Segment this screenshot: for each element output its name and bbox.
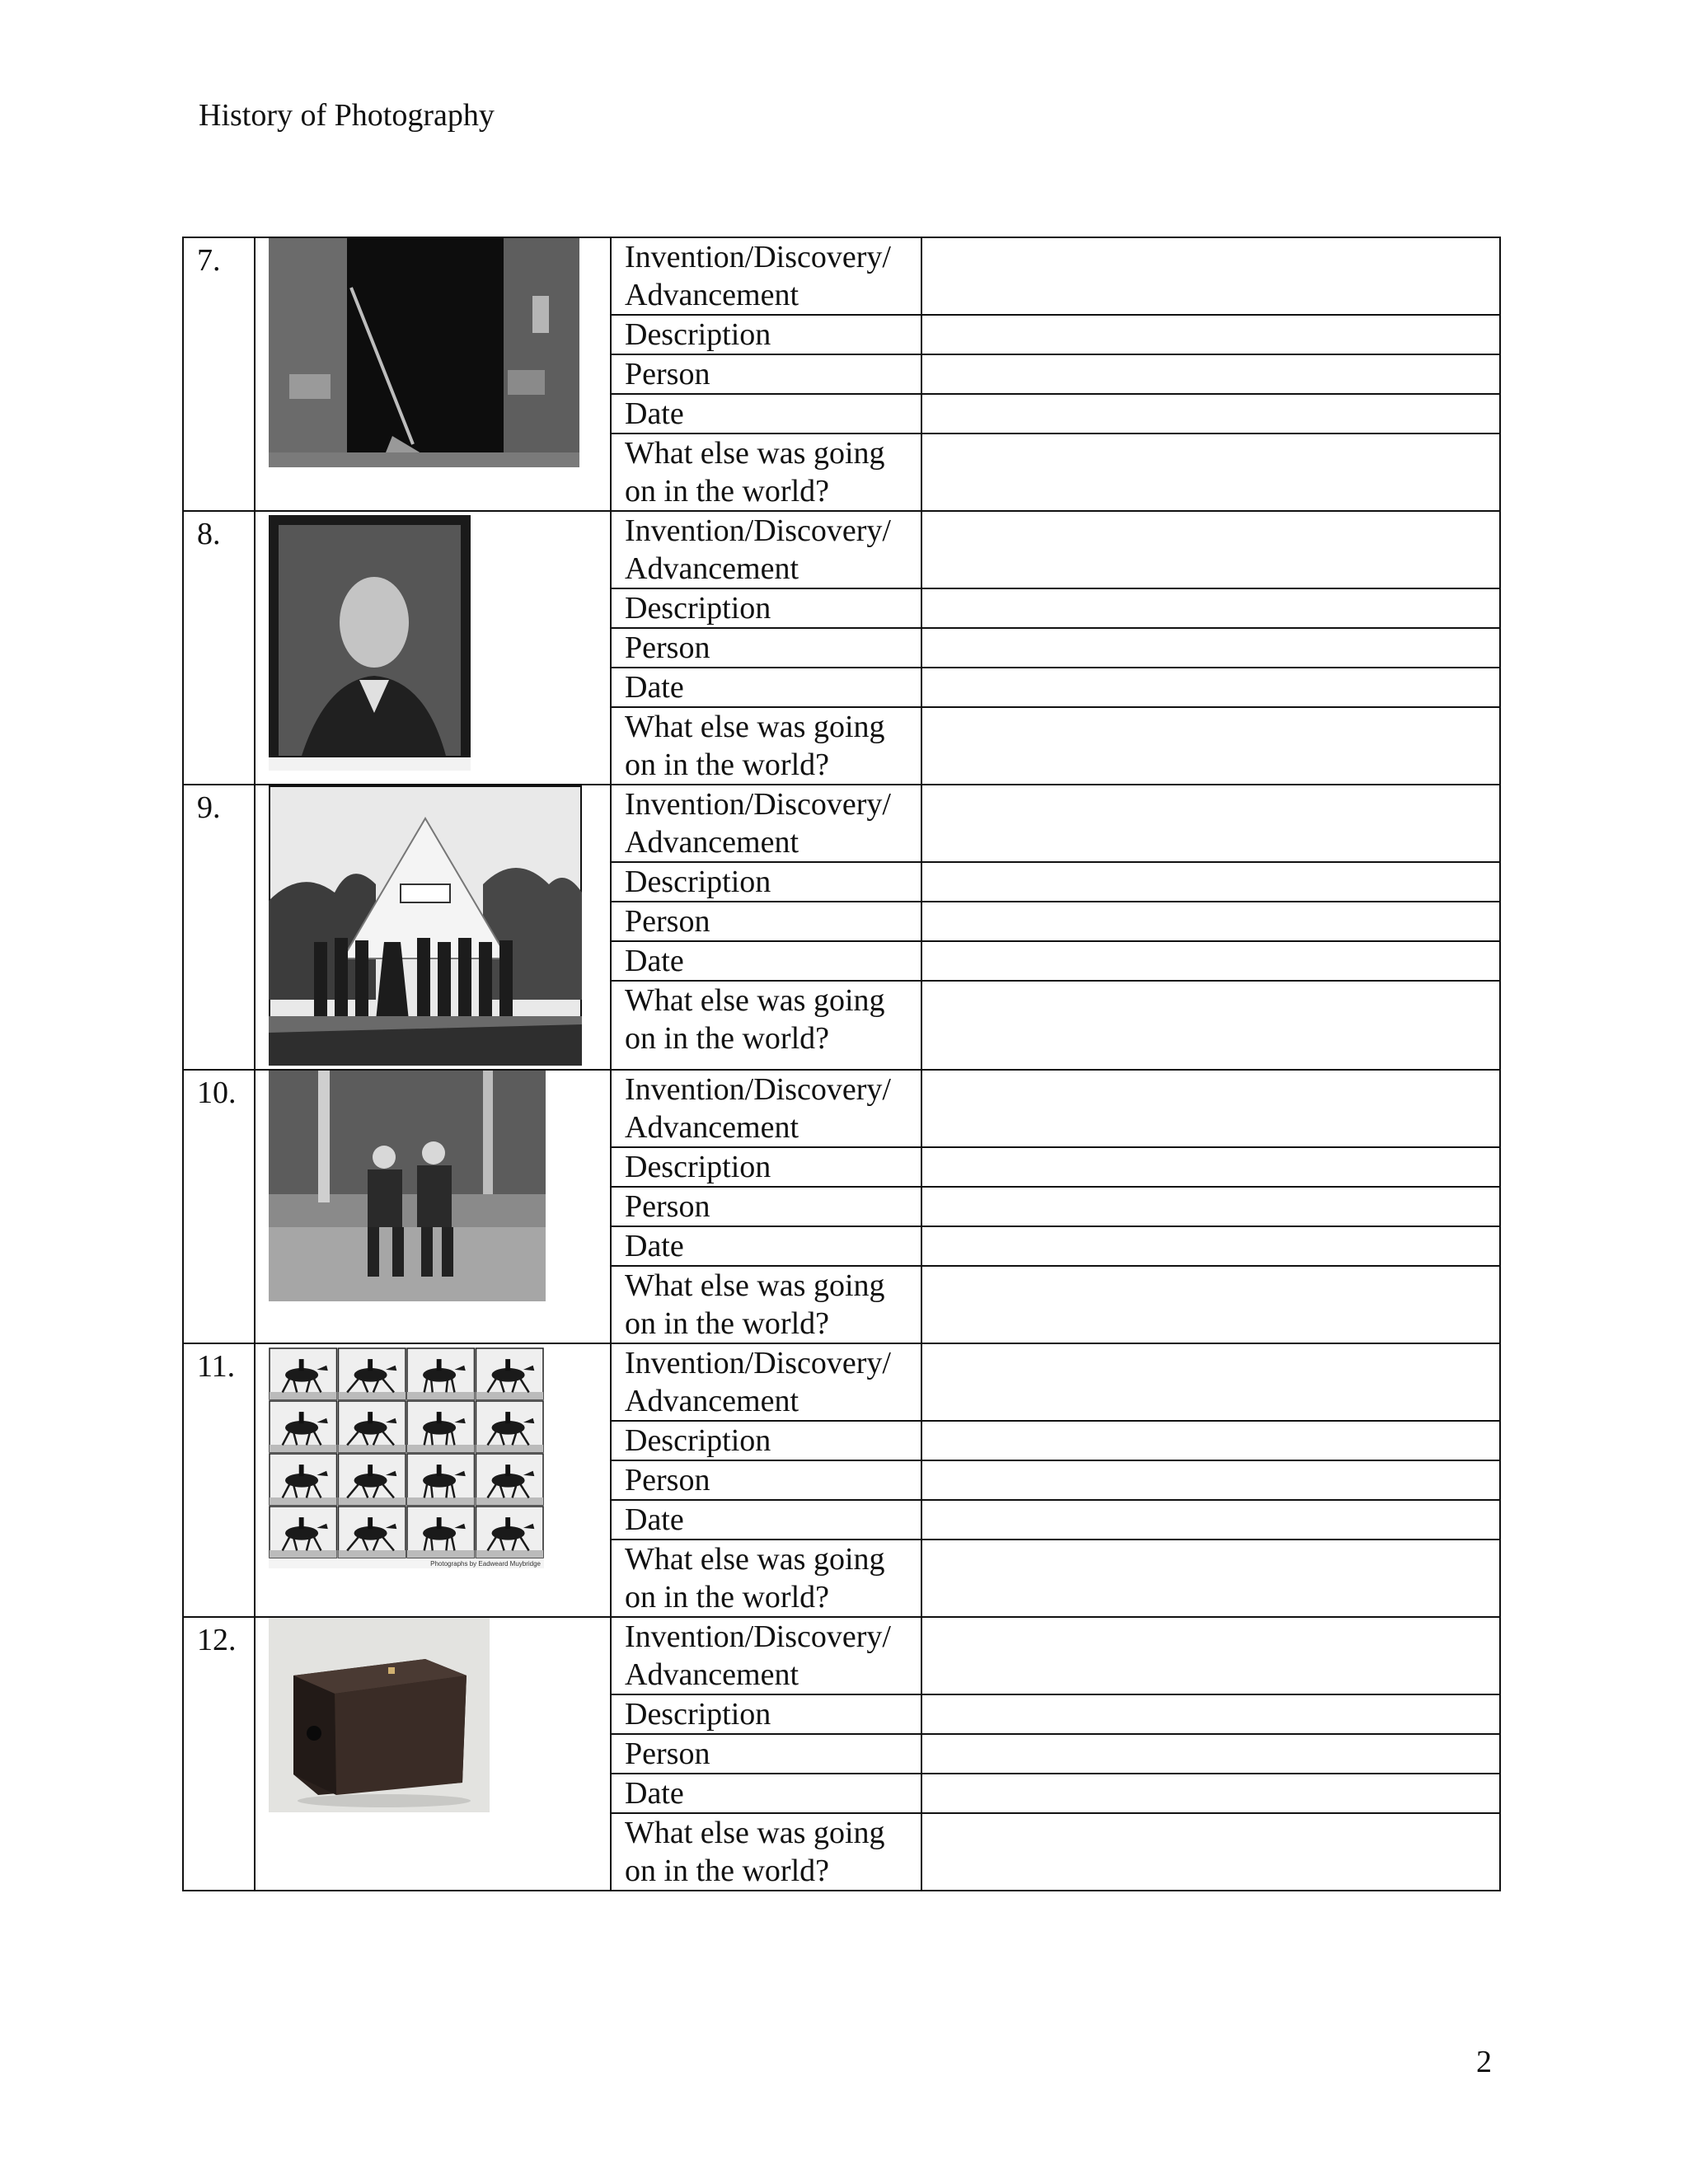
answer-cell[interactable] (921, 1421, 1500, 1460)
answer-cell[interactable] (921, 1540, 1500, 1617)
civil-war-tent-group-photograph (269, 785, 582, 1066)
horse-frame (339, 1507, 406, 1558)
horse-frame (407, 1401, 475, 1452)
row-label: Person (611, 628, 921, 668)
two-soldiers-photograph (269, 1071, 546, 1301)
row-label: Date (611, 394, 921, 434)
answer-cell[interactable] (921, 434, 1500, 511)
row-label: What else was going on in the world? (611, 707, 921, 785)
answer-cell[interactable] (921, 237, 1500, 315)
row-label: What else was going on in the world? (611, 981, 921, 1070)
row-label: Person (611, 354, 921, 394)
horse-frame (339, 1454, 406, 1505)
answer-cell[interactable] (921, 1813, 1500, 1891)
row-label: Person (611, 1187, 921, 1226)
horse-frame (339, 1401, 406, 1452)
entry-image-cell (255, 511, 611, 785)
horse-frame (270, 1454, 337, 1505)
table-row (183, 1617, 1500, 1694)
answer-cell[interactable] (921, 668, 1500, 707)
horse-frame (407, 1507, 475, 1558)
row-label: Invention/Discovery/ Advancement (611, 511, 921, 588)
row-label: Description (611, 862, 921, 902)
photo-caption: Photographs by Eadweard Muybridge (430, 1560, 541, 1568)
entry-image-cell (255, 237, 611, 511)
answer-cell[interactable] (921, 1070, 1500, 1147)
row-label: Date (611, 668, 921, 707)
box-camera-photograph (269, 1618, 490, 1812)
answer-cell[interactable] (921, 1226, 1500, 1266)
row-label: What else was going on in the world? (611, 434, 921, 511)
row-label: What else was going on in the world? (611, 1540, 921, 1617)
row-label: Invention/Discovery/ Advancement (611, 1070, 921, 1147)
horse-frame (476, 1507, 544, 1558)
horse-frame (476, 1401, 544, 1452)
answer-cell[interactable] (921, 902, 1500, 941)
entry-image-cell (255, 785, 611, 1070)
doorway-photograph (269, 238, 579, 467)
answer-cell[interactable] (921, 588, 1500, 628)
document-header: History of Photography (199, 98, 495, 133)
horse-frame (407, 1454, 475, 1505)
row-label: Description (611, 1147, 921, 1187)
row-label: Description (611, 1421, 921, 1460)
answer-cell[interactable] (921, 941, 1500, 981)
entry-image-cell (255, 1617, 611, 1891)
row-label: Person (611, 902, 921, 941)
answer-cell[interactable] (921, 862, 1500, 902)
row-label: What else was going on in the world? (611, 1813, 921, 1891)
row-label: Date (611, 941, 921, 981)
answer-cell[interactable] (921, 1460, 1500, 1500)
answer-cell[interactable] (921, 1617, 1500, 1694)
row-label: Person (611, 1460, 921, 1500)
answer-cell[interactable] (921, 1694, 1500, 1734)
row-label: Invention/Discovery/ Advancement (611, 1343, 921, 1421)
table-row (183, 237, 1500, 315)
answer-cell[interactable] (921, 1734, 1500, 1774)
horse-frame (270, 1401, 337, 1452)
horse-frame (407, 1348, 475, 1399)
entry-number: 7. (183, 237, 255, 511)
horse-frame (270, 1348, 337, 1399)
answer-cell[interactable] (921, 1500, 1500, 1540)
answer-cell[interactable] (921, 511, 1500, 588)
answer-cell[interactable] (921, 1147, 1500, 1187)
row-label: What else was going on in the world? (611, 1266, 921, 1343)
answer-cell[interactable] (921, 354, 1500, 394)
table-row (183, 785, 1500, 862)
horse-frame (476, 1348, 544, 1399)
entry-number: 11. (183, 1343, 255, 1617)
row-label: Invention/Discovery/ Advancement (611, 237, 921, 315)
table-row (183, 1343, 1500, 1421)
entry-image-cell (255, 1070, 611, 1343)
row-label: Date (611, 1774, 921, 1813)
row-label: Invention/Discovery/ Advancement (611, 1617, 921, 1694)
entry-number: 9. (183, 785, 255, 1070)
answer-cell[interactable] (921, 1774, 1500, 1813)
row-label: Invention/Discovery/ Advancement (611, 785, 921, 862)
answer-cell[interactable] (921, 394, 1500, 434)
row-label: Description (611, 588, 921, 628)
entry-number: 10. (183, 1070, 255, 1343)
answer-cell[interactable] (921, 707, 1500, 785)
answer-cell[interactable] (921, 315, 1500, 354)
horse-frame (476, 1454, 544, 1505)
table-row (183, 1070, 1500, 1147)
entry-number: 12. (183, 1617, 255, 1891)
answer-cell[interactable] (921, 1266, 1500, 1343)
row-label: Description (611, 1694, 921, 1734)
horse-in-motion-sequence (269, 1347, 544, 1568)
row-label: Date (611, 1226, 921, 1266)
row-label: Description (611, 315, 921, 354)
answer-cell[interactable] (921, 1187, 1500, 1226)
row-label: Date (611, 1500, 921, 1540)
answer-cell[interactable] (921, 785, 1500, 862)
horse-frame (339, 1348, 406, 1399)
entry-number: 8. (183, 511, 255, 785)
answer-cell[interactable] (921, 628, 1500, 668)
row-label: Person (611, 1734, 921, 1774)
entry-image-cell (255, 1343, 611, 1617)
worksheet-table (182, 237, 1501, 1891)
daguerreotype-portrait (269, 515, 471, 771)
page-number: 2 (1476, 2045, 1492, 2079)
answer-cell[interactable] (921, 981, 1500, 1070)
table-row (183, 511, 1500, 588)
horse-frame (270, 1507, 337, 1558)
answer-cell[interactable] (921, 1343, 1500, 1421)
